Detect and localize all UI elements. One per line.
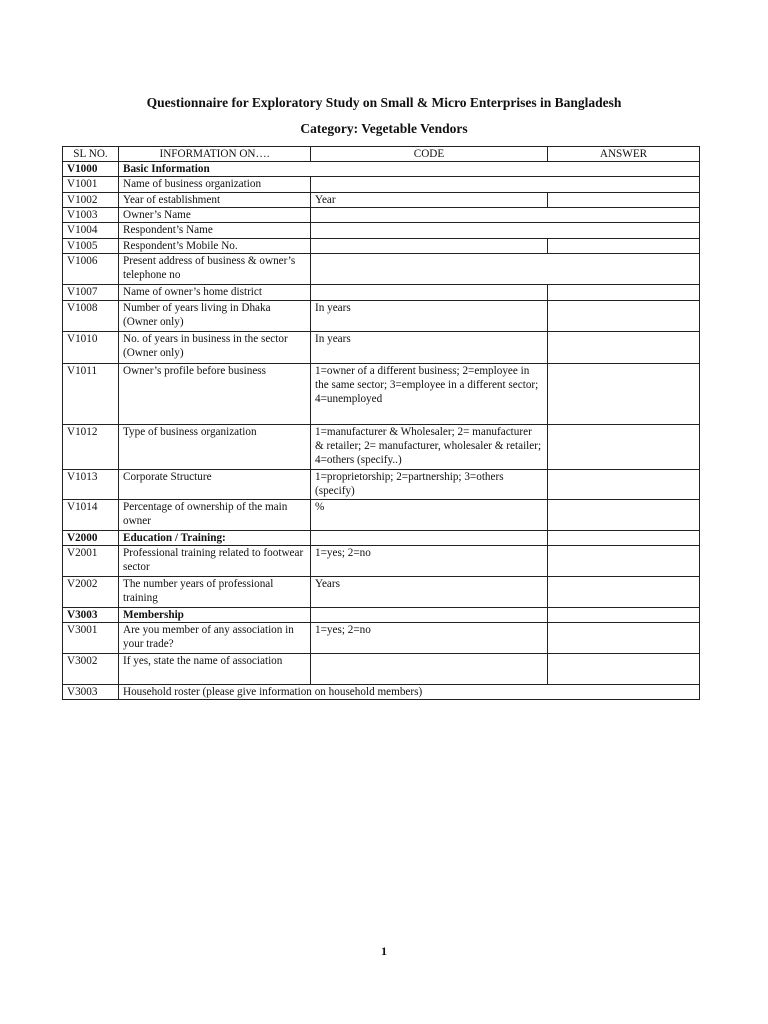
table-row [63, 193, 700, 208]
row-info: If yes, state the name of association [119, 654, 311, 685]
answer-cell[interactable] [311, 223, 700, 239]
row-info: Professional training related to footwear sector [119, 546, 311, 577]
row-info: Percentage of ownership of the main owner [119, 500, 311, 531]
section-row [63, 162, 700, 177]
answer-cell[interactable] [548, 654, 700, 685]
row-sl: V1010 [63, 332, 119, 364]
row-info: Corporate Structure [119, 470, 311, 500]
row-info: Owner’s profile before business [119, 364, 311, 425]
table-row [63, 425, 700, 470]
table-row [63, 546, 700, 577]
table-row [63, 208, 700, 223]
table-row [63, 254, 700, 285]
row-info: Household roster (please give information on household members) [119, 685, 700, 700]
row-sl: V1006 [63, 254, 119, 285]
row-code: In years [311, 301, 548, 332]
row-sl: V1004 [63, 223, 119, 239]
row-code: In years [311, 332, 548, 364]
table-row [63, 239, 700, 254]
row-code: Years [311, 577, 548, 608]
answer-cell[interactable] [311, 177, 700, 193]
table-row [63, 500, 700, 531]
page-number: 1 [381, 944, 387, 958]
row-code [311, 239, 548, 254]
row-sl: V3002 [63, 654, 119, 685]
row-info: Name of business organization [119, 177, 311, 193]
table-row [63, 623, 700, 654]
row-code: 1=yes; 2=no [311, 623, 548, 654]
row-sl: V2001 [63, 546, 119, 577]
header-information-on: INFORMATION ON…. [119, 147, 311, 162]
table-row [63, 470, 700, 500]
header-code: CODE [311, 147, 548, 162]
section-title: Education / Training: [119, 531, 311, 546]
row-info: Present address of business & owner’s telephone no [119, 254, 311, 285]
row-info: Owner’s Name [119, 208, 311, 223]
row-info: No. of years in business in the sector (Owner only) [119, 332, 311, 364]
row-info: Are you member of any association in your trade? [119, 623, 311, 654]
row-sl: V1008 [63, 301, 119, 332]
row-info: Type of business organization [119, 425, 311, 470]
row-sl: V1013 [63, 470, 119, 500]
row-info: Year of establishment [119, 193, 311, 208]
answer-cell[interactable] [548, 193, 700, 208]
row-sl: V3001 [63, 623, 119, 654]
answer-cell[interactable] [548, 332, 700, 364]
row-code: % [311, 500, 548, 531]
table-row [63, 177, 700, 193]
table-row [63, 223, 700, 239]
row-sl: V1012 [63, 425, 119, 470]
row-code: 1=manufacturer & Wholesaler; 2= manufacturer & retailer; 2= manufacturer, wholesaler & retailer; 4=others (specify..) [311, 425, 548, 470]
table-row [63, 332, 700, 364]
row-code [311, 608, 548, 623]
section-title: Basic Information [119, 162, 700, 177]
row-sl: V1005 [63, 239, 119, 254]
answer-cell[interactable] [548, 500, 700, 531]
answer-cell[interactable] [311, 254, 700, 285]
document-title: Questionnaire for Exploratory Study on Small & Micro Enterprises in Bangladesh [146, 95, 622, 110]
answer-cell [548, 608, 700, 623]
document-subtitle: Category: Vegetable Vendors [300, 121, 468, 136]
section-row [63, 608, 700, 623]
row-code: 1=proprietorship; 2=partnership; 3=others (specify) [311, 470, 548, 500]
answer-cell[interactable] [548, 546, 700, 577]
table-row [63, 285, 700, 301]
header-sl-no: SL NO. [63, 147, 119, 162]
row-code [311, 285, 548, 301]
row-info: Respondent’s Name [119, 223, 311, 239]
table-row [63, 301, 700, 332]
answer-cell[interactable] [311, 208, 700, 223]
answer-cell[interactable] [548, 577, 700, 608]
answer-cell[interactable] [548, 425, 700, 470]
row-sl: V1014 [63, 500, 119, 531]
row-sl: V2000 [63, 531, 119, 546]
row-code: Year [311, 193, 548, 208]
row-code: 1=yes; 2=no [311, 546, 548, 577]
table-row [63, 364, 700, 425]
table-row [63, 577, 700, 608]
row-code [311, 531, 548, 546]
row-sl: V1001 [63, 177, 119, 193]
answer-cell[interactable] [548, 623, 700, 654]
row-sl: V1011 [63, 364, 119, 425]
answer-cell [548, 531, 700, 546]
section-row [63, 531, 700, 546]
table-row [63, 685, 700, 700]
row-code [311, 654, 548, 685]
table-header-row [63, 147, 700, 162]
table-row [63, 654, 700, 685]
row-sl: V1007 [63, 285, 119, 301]
row-info: The number years of professional training [119, 577, 311, 608]
row-code: 1=owner of a different business; 2=employee in the same sector; 3=employee in a different sector; 4=unemployed [311, 364, 548, 425]
header-answer: ANSWER [548, 147, 700, 162]
answer-cell[interactable] [548, 239, 700, 254]
section-title: Membership [119, 608, 311, 623]
answer-cell[interactable] [548, 470, 700, 500]
answer-cell[interactable] [548, 364, 700, 425]
answer-cell[interactable] [548, 285, 700, 301]
row-sl: V1000 [63, 162, 119, 177]
row-sl: V3003 [63, 608, 119, 623]
row-info: Respondent’s Mobile No. [119, 239, 311, 254]
row-sl: V2002 [63, 577, 119, 608]
row-info: Name of owner’s home district [119, 285, 311, 301]
row-sl: V1003 [63, 208, 119, 223]
row-sl: V1002 [63, 193, 119, 208]
questionnaire-table [62, 146, 700, 700]
answer-cell[interactable] [548, 301, 700, 332]
row-info: Number of years living in Dhaka (Owner only) [119, 301, 311, 332]
row-sl: V3003 [63, 685, 119, 700]
